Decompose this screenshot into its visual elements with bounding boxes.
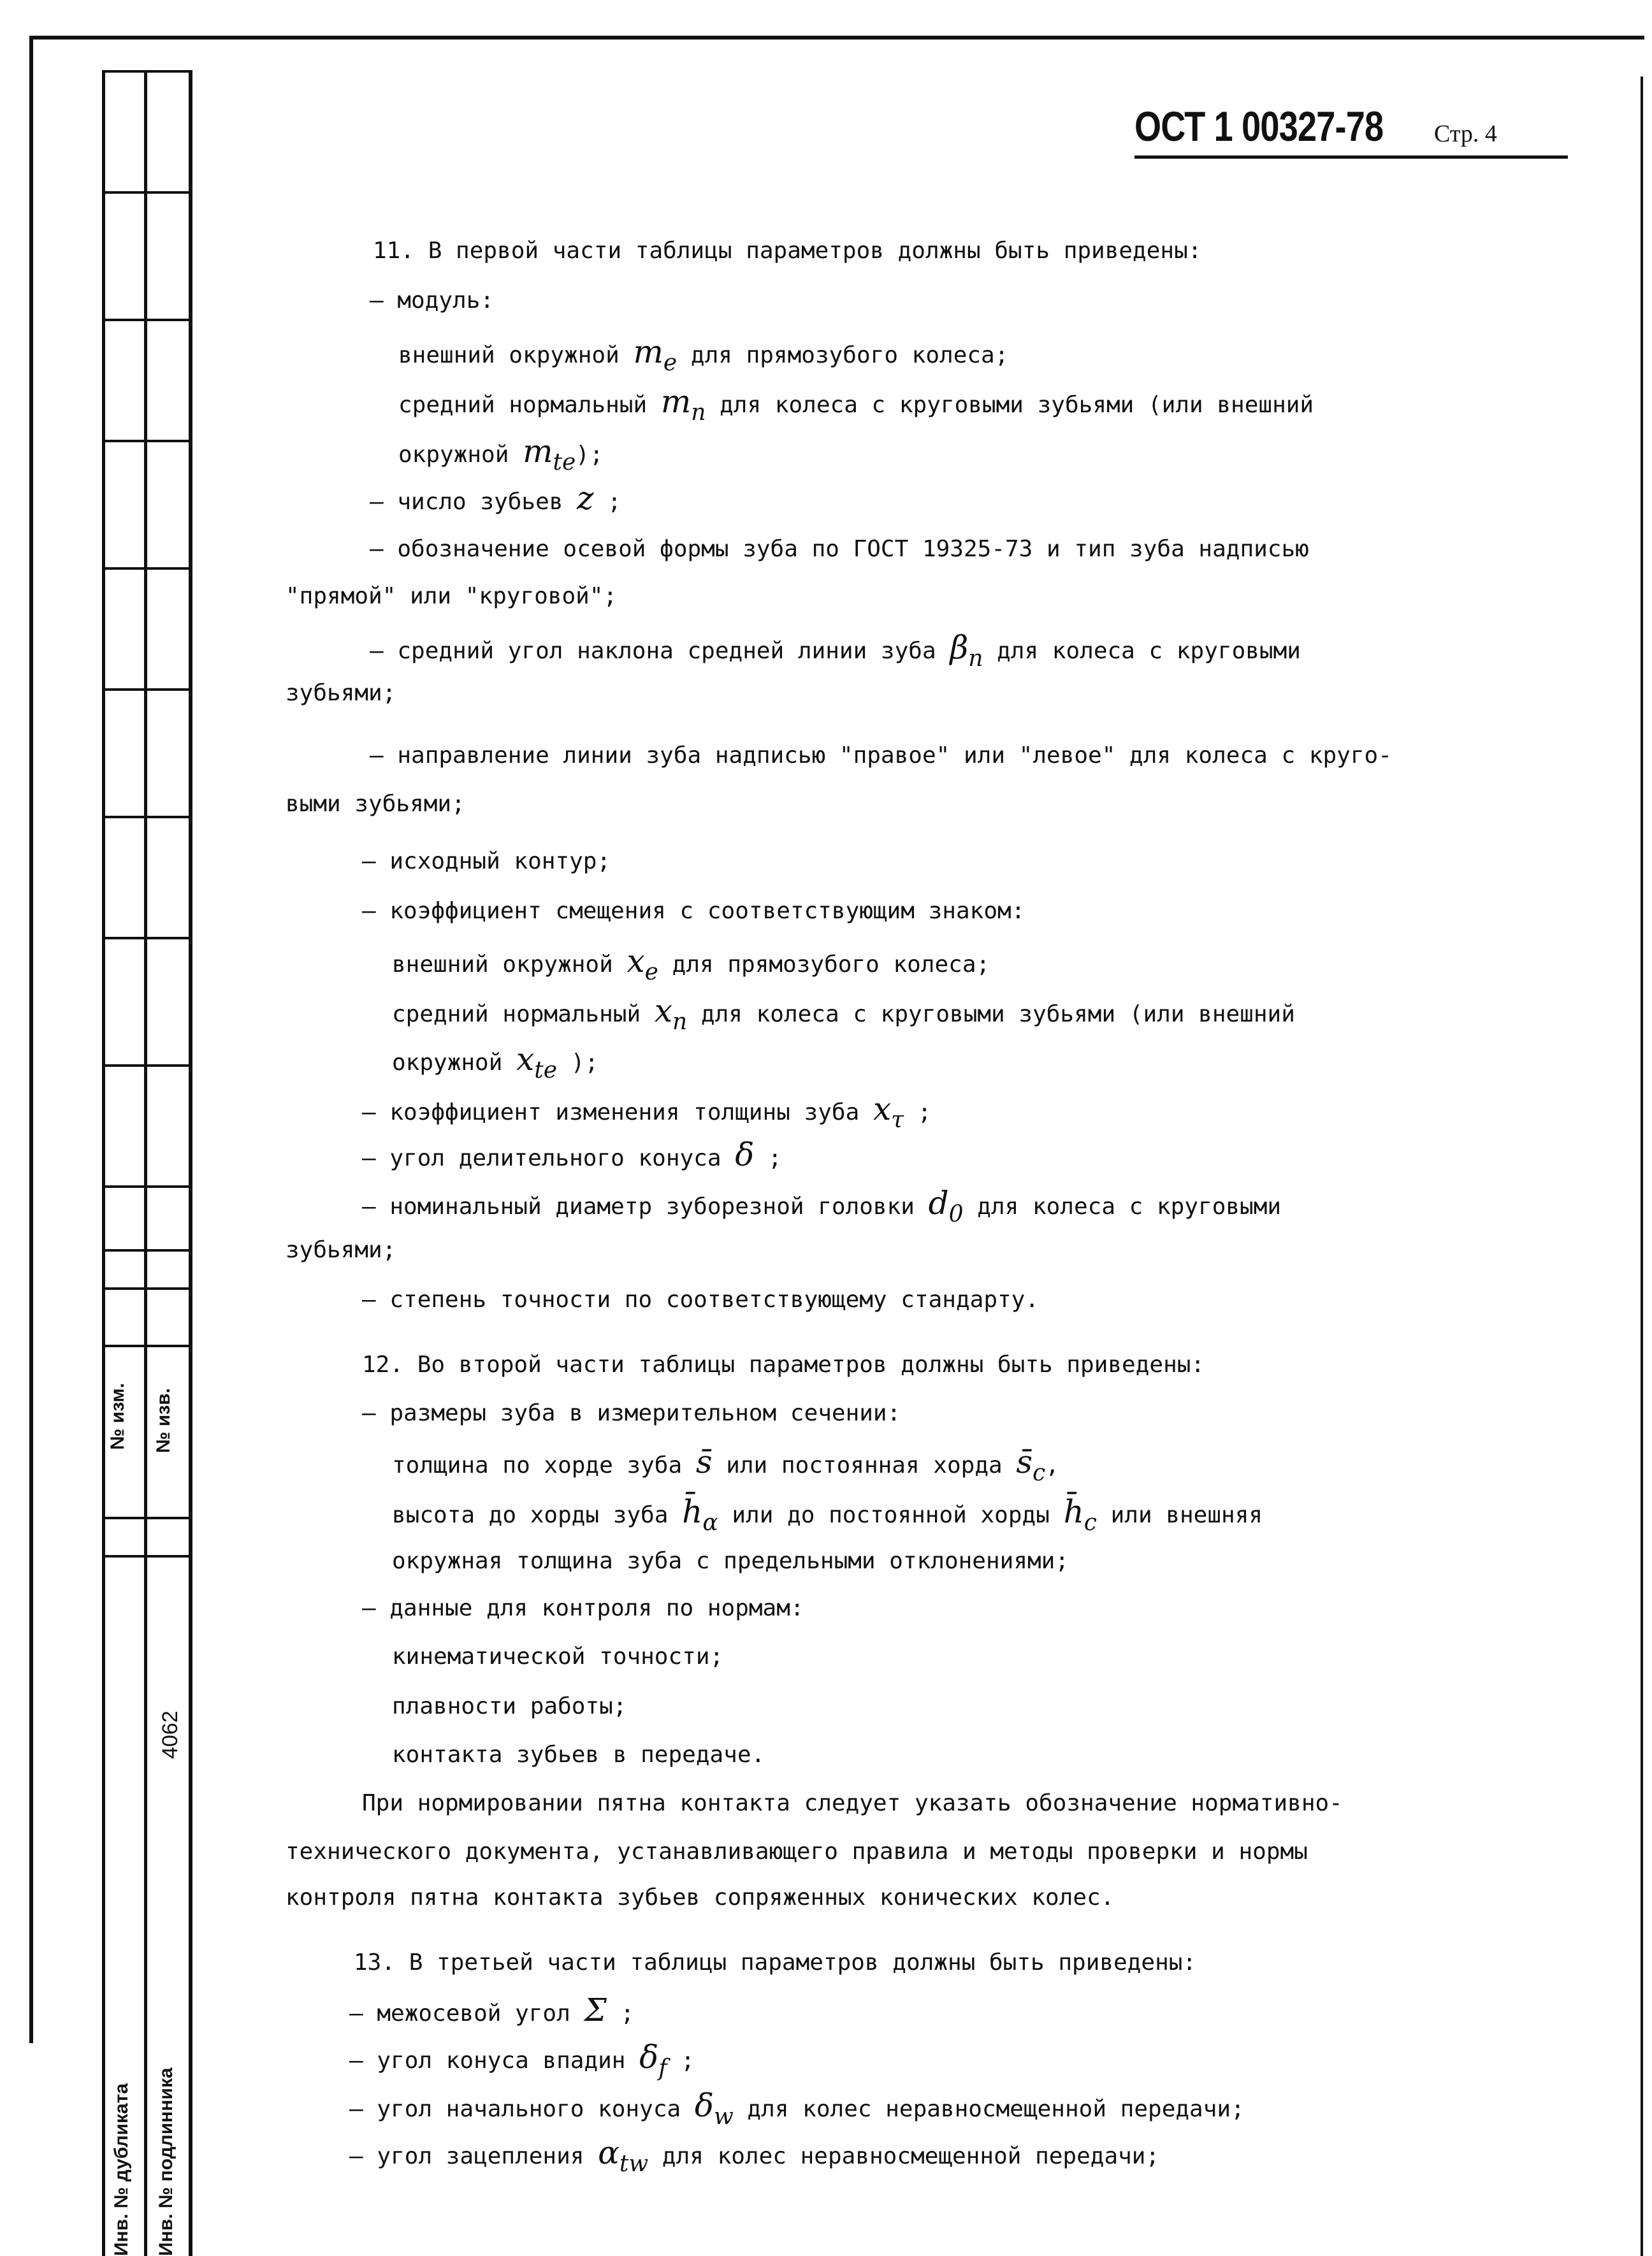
text-line: окружной mte); xyxy=(398,433,604,475)
text-line: средний нормальный xn для колеса с круговыми зубьями (или внешний xyxy=(392,992,1295,1035)
symbol-m: m xyxy=(660,383,692,420)
symbol-m: m xyxy=(523,433,553,470)
margin-row-line xyxy=(102,1517,192,1519)
subscript-n: n xyxy=(691,400,706,426)
margin-column-line xyxy=(144,70,147,2256)
text-line: – размеры зуба в измерительном сечении: xyxy=(362,1400,901,1426)
margin-row-line xyxy=(102,567,192,570)
symbol-x: x xyxy=(516,1041,535,1078)
text-line: – угол начального конуса δw для колес неравносмещенной передачи; xyxy=(349,2087,1245,2130)
text-line: – модуль: xyxy=(370,287,495,314)
symbol-s-bar: s̄ xyxy=(1016,1443,1033,1480)
text-line: внешний окружной xe для прямозубого колеса; xyxy=(392,943,990,985)
text-line: внешний окружной me для прямозубого колеса; xyxy=(398,333,1009,376)
text-line: – угол зацепления αtw для колес неравносмещенной передачи; xyxy=(349,2134,1160,2177)
symbol-m: m xyxy=(633,333,663,370)
margin-column-line xyxy=(189,70,192,2256)
subscript-zero: 0 xyxy=(948,1201,964,1227)
symbol-x: x xyxy=(627,943,645,980)
text-line: высота до хорды зуба h̄α или до постоянной хорды h̄c или внешняя xyxy=(392,1493,1263,1536)
subscript-e: e xyxy=(663,350,677,376)
text-line: контакта зубьев в передаче. xyxy=(392,1742,765,1768)
margin-row-line xyxy=(102,191,192,194)
text-line: – угол делительного конуса δ ; xyxy=(362,1136,782,1173)
document-code: ОСТ 1 00327-78 xyxy=(1134,103,1384,150)
text-line: – направление линии зуба надписью "правое" или "левое" для колеса с круго- xyxy=(370,742,1392,769)
symbol-s-bar: s̄ xyxy=(695,1443,713,1480)
symbol-z: z xyxy=(577,480,594,517)
margin-row-line xyxy=(102,1345,192,1347)
subscript-alpha: α xyxy=(702,1510,718,1536)
symbol-beta: β xyxy=(950,629,969,666)
symbol-h-bar: h̄ xyxy=(1063,1493,1084,1530)
symbol-x: x xyxy=(873,1090,892,1127)
text-line: технического документа, устанавливающего правила и методы проверки и нормы xyxy=(286,1839,1308,1865)
margin-row-line xyxy=(102,1249,192,1252)
text-line: – число зубьев z ; xyxy=(370,480,621,517)
subscript-tau: τ xyxy=(891,1107,904,1133)
symbol-h-bar: h̄ xyxy=(682,1493,703,1530)
text-line: – коэффициент изменения толщины зуба xτ ; xyxy=(362,1090,932,1133)
frame-top-border xyxy=(29,36,1644,40)
subscript-c: c xyxy=(1083,1510,1097,1536)
text-line: – угол конуса впадин δf ; xyxy=(349,2039,695,2081)
text-line: контроля пятна контакта зубьев сопряженных конических колес. xyxy=(286,1884,1115,1911)
section-13-heading: 13. В третьей части таблицы параметров должны быть приведены: xyxy=(354,1949,1197,1976)
margin-label-izm: № изм. xyxy=(107,1383,128,1450)
text-line: – коэффициент смещения с соответствующим знаком: xyxy=(362,898,1025,924)
symbol-delta: δ xyxy=(735,1136,755,1173)
subscript-e: e xyxy=(644,959,658,985)
margin-row-line xyxy=(102,688,192,691)
text-line: – номинальный диаметр зуборезной головки d0 для колеса с круговыми xyxy=(362,1185,1282,1227)
subscript-te: te xyxy=(553,449,576,475)
text-line: окружная толщина зуба с предельными отклонениями; xyxy=(392,1548,1069,1574)
text-line: – межосевой угол Σ ; xyxy=(349,1992,635,2028)
subscript-n: n xyxy=(672,1009,688,1035)
text-line: – исходный контур; xyxy=(362,848,611,874)
margin-column-line xyxy=(102,70,105,2256)
margin-number: 4062 xyxy=(158,1710,182,1759)
page-header xyxy=(1134,102,1581,159)
margin-row-line xyxy=(102,1287,192,1290)
text-line: – обозначение осевой формы зуба по ГОСТ 19325-73 и тип зуба надписью xyxy=(370,536,1309,562)
subscript-n: n xyxy=(968,646,983,672)
text-line: – степень точности по соответствующему стандарту. xyxy=(362,1287,1040,1313)
text-line: – данные для контроля по нормам: xyxy=(362,1595,804,1621)
subscript-c: c xyxy=(1032,1460,1046,1486)
text-line: толщина по хорде зуба s̄ или постоянная хорда s̄c, xyxy=(392,1443,1059,1486)
margin-row-line xyxy=(102,1555,192,1558)
margin-label-izv: № изв. xyxy=(153,1388,174,1453)
margin-row-line xyxy=(102,816,192,818)
text-line: – средний угол наклона средней линии зуба βn для колеса с круговыми xyxy=(370,629,1301,672)
text-line: зубьями; xyxy=(286,680,396,706)
section-11-heading: 11. В первой части таблицы параметров должны быть приведены: xyxy=(373,238,1202,264)
text-line: плавности работы; xyxy=(392,1693,627,1719)
margin-row-line xyxy=(102,937,192,939)
text-line: "прямой" или "круговой"; xyxy=(286,583,618,609)
symbol-sigma: Σ xyxy=(584,1992,607,2028)
subscript-te: te xyxy=(534,1057,558,1083)
subscript-w: w xyxy=(713,2104,734,2130)
margin-row-line xyxy=(102,1064,192,1067)
text-line: средний нормальный mn для колеса с круговыми зубьями (или внешний xyxy=(398,383,1314,426)
margin-row-line xyxy=(102,440,192,442)
margin-row-line xyxy=(102,70,192,73)
margin-label-podlinnika: Инв. № подлинника xyxy=(156,2067,177,2256)
section-12-heading: 12. Во второй части таблицы параметров должны быть приведены: xyxy=(362,1352,1205,1378)
text-line: окружной xte ); xyxy=(392,1041,599,1083)
text-line: зубьями; xyxy=(286,1237,396,1263)
text-line: выми зубьями; xyxy=(286,791,465,817)
symbol-x: x xyxy=(654,992,673,1029)
symbol-alpha: α xyxy=(598,2134,620,2171)
margin-row-line xyxy=(102,1185,192,1188)
subscript-tw: tw xyxy=(619,2151,649,2177)
subscript-f: f xyxy=(658,2055,667,2081)
margin-label-dublikata: Инв. № дубликата xyxy=(111,2083,132,2256)
header-underline xyxy=(1134,155,1568,159)
frame-left-border xyxy=(29,36,33,2043)
symbol-d: d xyxy=(928,1185,949,1222)
text-line: кинематической точности; xyxy=(392,1644,724,1670)
page-number: Стр. 4 xyxy=(1434,120,1497,147)
symbol-delta: δ xyxy=(639,2039,659,2076)
symbol-delta: δ xyxy=(694,2087,714,2124)
text-line: При нормировании пятна контакта следует указать обозначение нормативно- xyxy=(362,1790,1343,1816)
margin-row-line xyxy=(102,319,192,321)
frame-right-border xyxy=(1641,76,1643,2256)
